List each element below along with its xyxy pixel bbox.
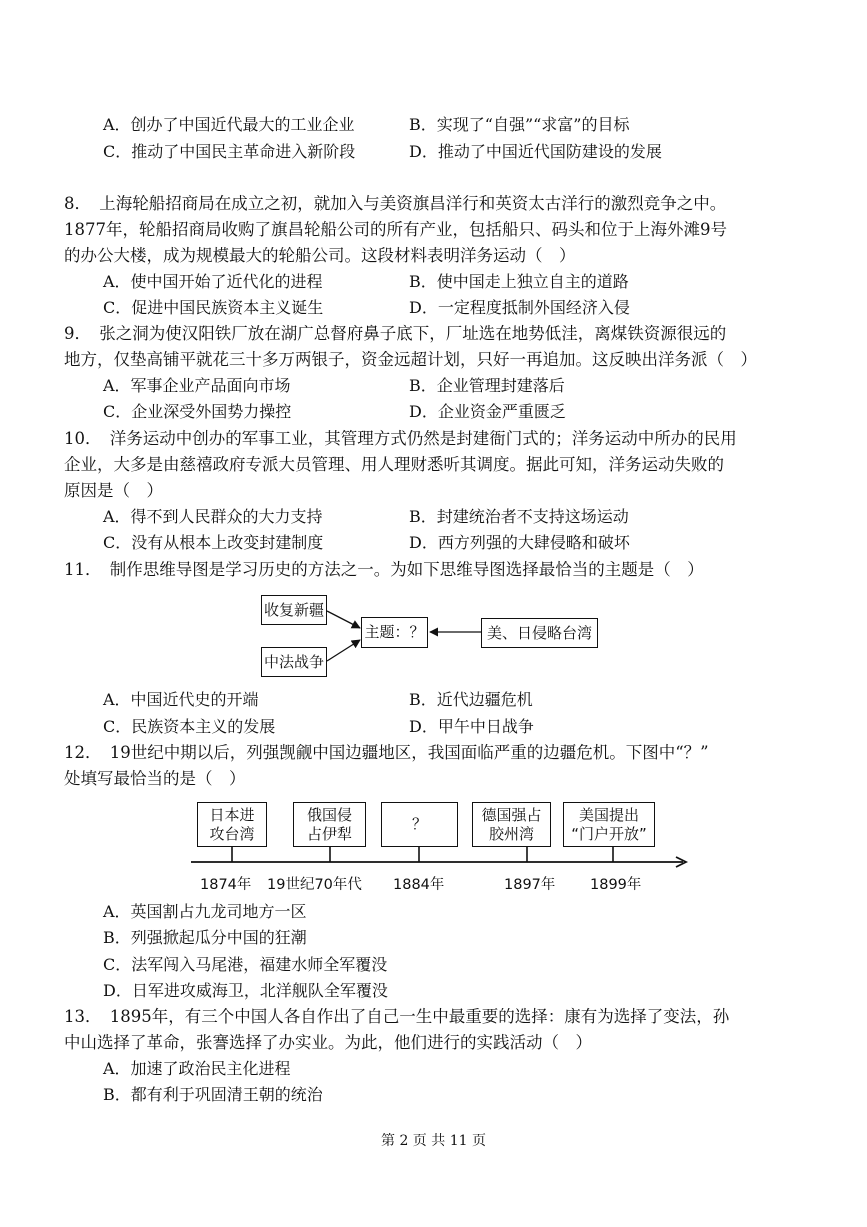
q9-option-d[interactable]: D．企业资金严重匮乏	[409, 402, 566, 421]
timeline-year-1884: 1884年	[393, 877, 445, 893]
q8-option-b[interactable]: B．使中国走上独立自主的道路	[409, 272, 629, 291]
page-footer: 第 2 页 共 11 页	[381, 1133, 486, 1149]
mindmap-box-sino-french-war: 中法战争	[261, 647, 327, 677]
timeline-year-1874: 1874年	[200, 877, 252, 893]
timeline-year-1899: 1899年	[590, 877, 642, 893]
q9-option-c[interactable]: C．企业深受外国势力操控	[103, 402, 292, 421]
q9-option-b[interactable]: B．企业管理封建落后	[409, 376, 565, 395]
q13-stem-line2: 中山选择了革命，张謇选择了办实业。为此，他们进行的实践活动（ ）	[64, 1033, 592, 1052]
mindmap-center-topic: 主题：？	[361, 617, 428, 648]
q7-option-a[interactable]: A．创办了中国近代最大的工业企业	[103, 115, 355, 134]
timeline-year-1897: 1897年	[504, 877, 556, 893]
q12-option-d[interactable]: D．日军进攻威海卫，北洋舰队全军覆没	[103, 981, 388, 1000]
timeline-event-us-open-door: 美国提出 “门户开放”	[563, 802, 655, 847]
timeline-event-unknown: ？	[381, 802, 458, 847]
q13-option-a[interactable]: A．加速了政治民主化进程	[103, 1059, 291, 1078]
q8-stem-line1: 8． 上海轮船招商局在成立之初，就加入与美资旗昌洋行和英资太古洋行的激烈竞争之中。	[64, 194, 727, 213]
arrow-sino-french	[327, 640, 360, 661]
q10-stem-line3: 原因是（ ）	[64, 481, 163, 500]
q7-option-c[interactable]: C．推动了中国民主革命进入新阶段	[103, 142, 356, 161]
q8-stem-line2: 1877年，轮船招商局收购了旗昌轮船公司的所有产业，包括船只、码头和位于上海外滩9号	[64, 220, 727, 239]
q10-stem-line1: 10． 洋务运动中创办的军事工业，其管理方式仍然是封建衙门式的；洋务运动中所办的民用	[64, 429, 737, 448]
q10-option-b[interactable]: B．封建统治者不支持这场运动	[409, 507, 629, 526]
q9-stem-line1: 9． 张之洞为使汉阳铁厂放在湖广总督府鼻子底下，厂址选在地势低洼，离煤铁资源很远的	[64, 324, 727, 343]
q8-option-d[interactable]: D．一定程度抵制外国经济入侵	[409, 298, 630, 317]
timeline-event-germany-jiaozhou: 德国强占 胶州湾	[472, 802, 551, 847]
q8-option-a[interactable]: A．使中国开始了近代化的进程	[103, 272, 323, 291]
q8-stem-line3: 的办公大楼，成为规模最大的轮船公司。这段材料表明洋务运动（ ）	[64, 246, 576, 265]
q9-option-a[interactable]: A．军事企业产品面向市场	[103, 376, 291, 395]
q12-option-c[interactable]: C．法军闯入马尾港，福建水师全军覆没	[103, 955, 388, 974]
q11-option-b[interactable]: B．近代边疆危机	[409, 690, 533, 709]
q10-stem-line2: 企业，大多是由慈禧政府专派大员管理、用人理财悉听其调度。据此可知，洋务运动失败的	[64, 455, 724, 474]
q11-option-a[interactable]: A．中国近代史的开端	[103, 690, 259, 709]
mindmap-box-taiwan: 美、日侵略台湾	[481, 618, 598, 648]
q12-option-b[interactable]: B．列强掀起瓜分中国的狂潮	[103, 928, 307, 947]
q7-option-b[interactable]: B．实现了“自强”“求富”的目标	[409, 115, 630, 134]
q7-option-d[interactable]: D．推动了中国近代国防建设的发展	[409, 142, 662, 161]
q11-option-c[interactable]: C．民族资本主义的发展	[103, 717, 276, 736]
q13-option-b[interactable]: B．都有利于巩固清王朝的统治	[103, 1085, 323, 1104]
timeline-event-japan-taiwan: 日本进 攻台湾	[197, 802, 267, 847]
q8-option-c[interactable]: C．促进中国民族资本主义诞生	[103, 298, 324, 317]
q10-option-d[interactable]: D．西方列强的大肆侵略和破坏	[409, 533, 630, 552]
timeline-event-russia-ili: 俄国侵 占伊犁	[293, 802, 366, 847]
q9-stem-line2: 地方，仅垫高铺平就花三十多万两银子，资金远超计划，只好一再追加。这反映出洋务派（ ）	[64, 350, 757, 369]
q12-stem-line1: 12． 19世纪中期以后，列强觊觎中国边疆地区，我国面临严重的边疆危机。下图中“？”	[64, 743, 709, 762]
q13-stem-line1: 13． 1895年，有三个中国人各自作出了自己一生中最重要的选择：康有为选择了变法，孙	[64, 1007, 730, 1026]
q12-option-a[interactable]: A．英国割占九龙司地方一区	[103, 902, 307, 921]
q11-stem-line1: 11． 制作思维导图是学习历史的方法之一。为如下思维导图选择最恰当的主题是（ ）	[64, 560, 704, 579]
mindmap-box-xinjiang: 收复新疆	[261, 595, 327, 625]
q12-stem-line2: 处填写最恰当的是（ ）	[64, 769, 246, 788]
q10-option-c[interactable]: C．没有从根本上改变封建制度	[103, 533, 324, 552]
timeline-year-1870s: 19世纪70年代	[267, 877, 362, 893]
q10-option-a[interactable]: A．得不到人民群众的大力支持	[103, 507, 323, 526]
arrow-xinjiang	[327, 611, 360, 628]
q11-option-d[interactable]: D．甲午中日战争	[409, 717, 534, 736]
